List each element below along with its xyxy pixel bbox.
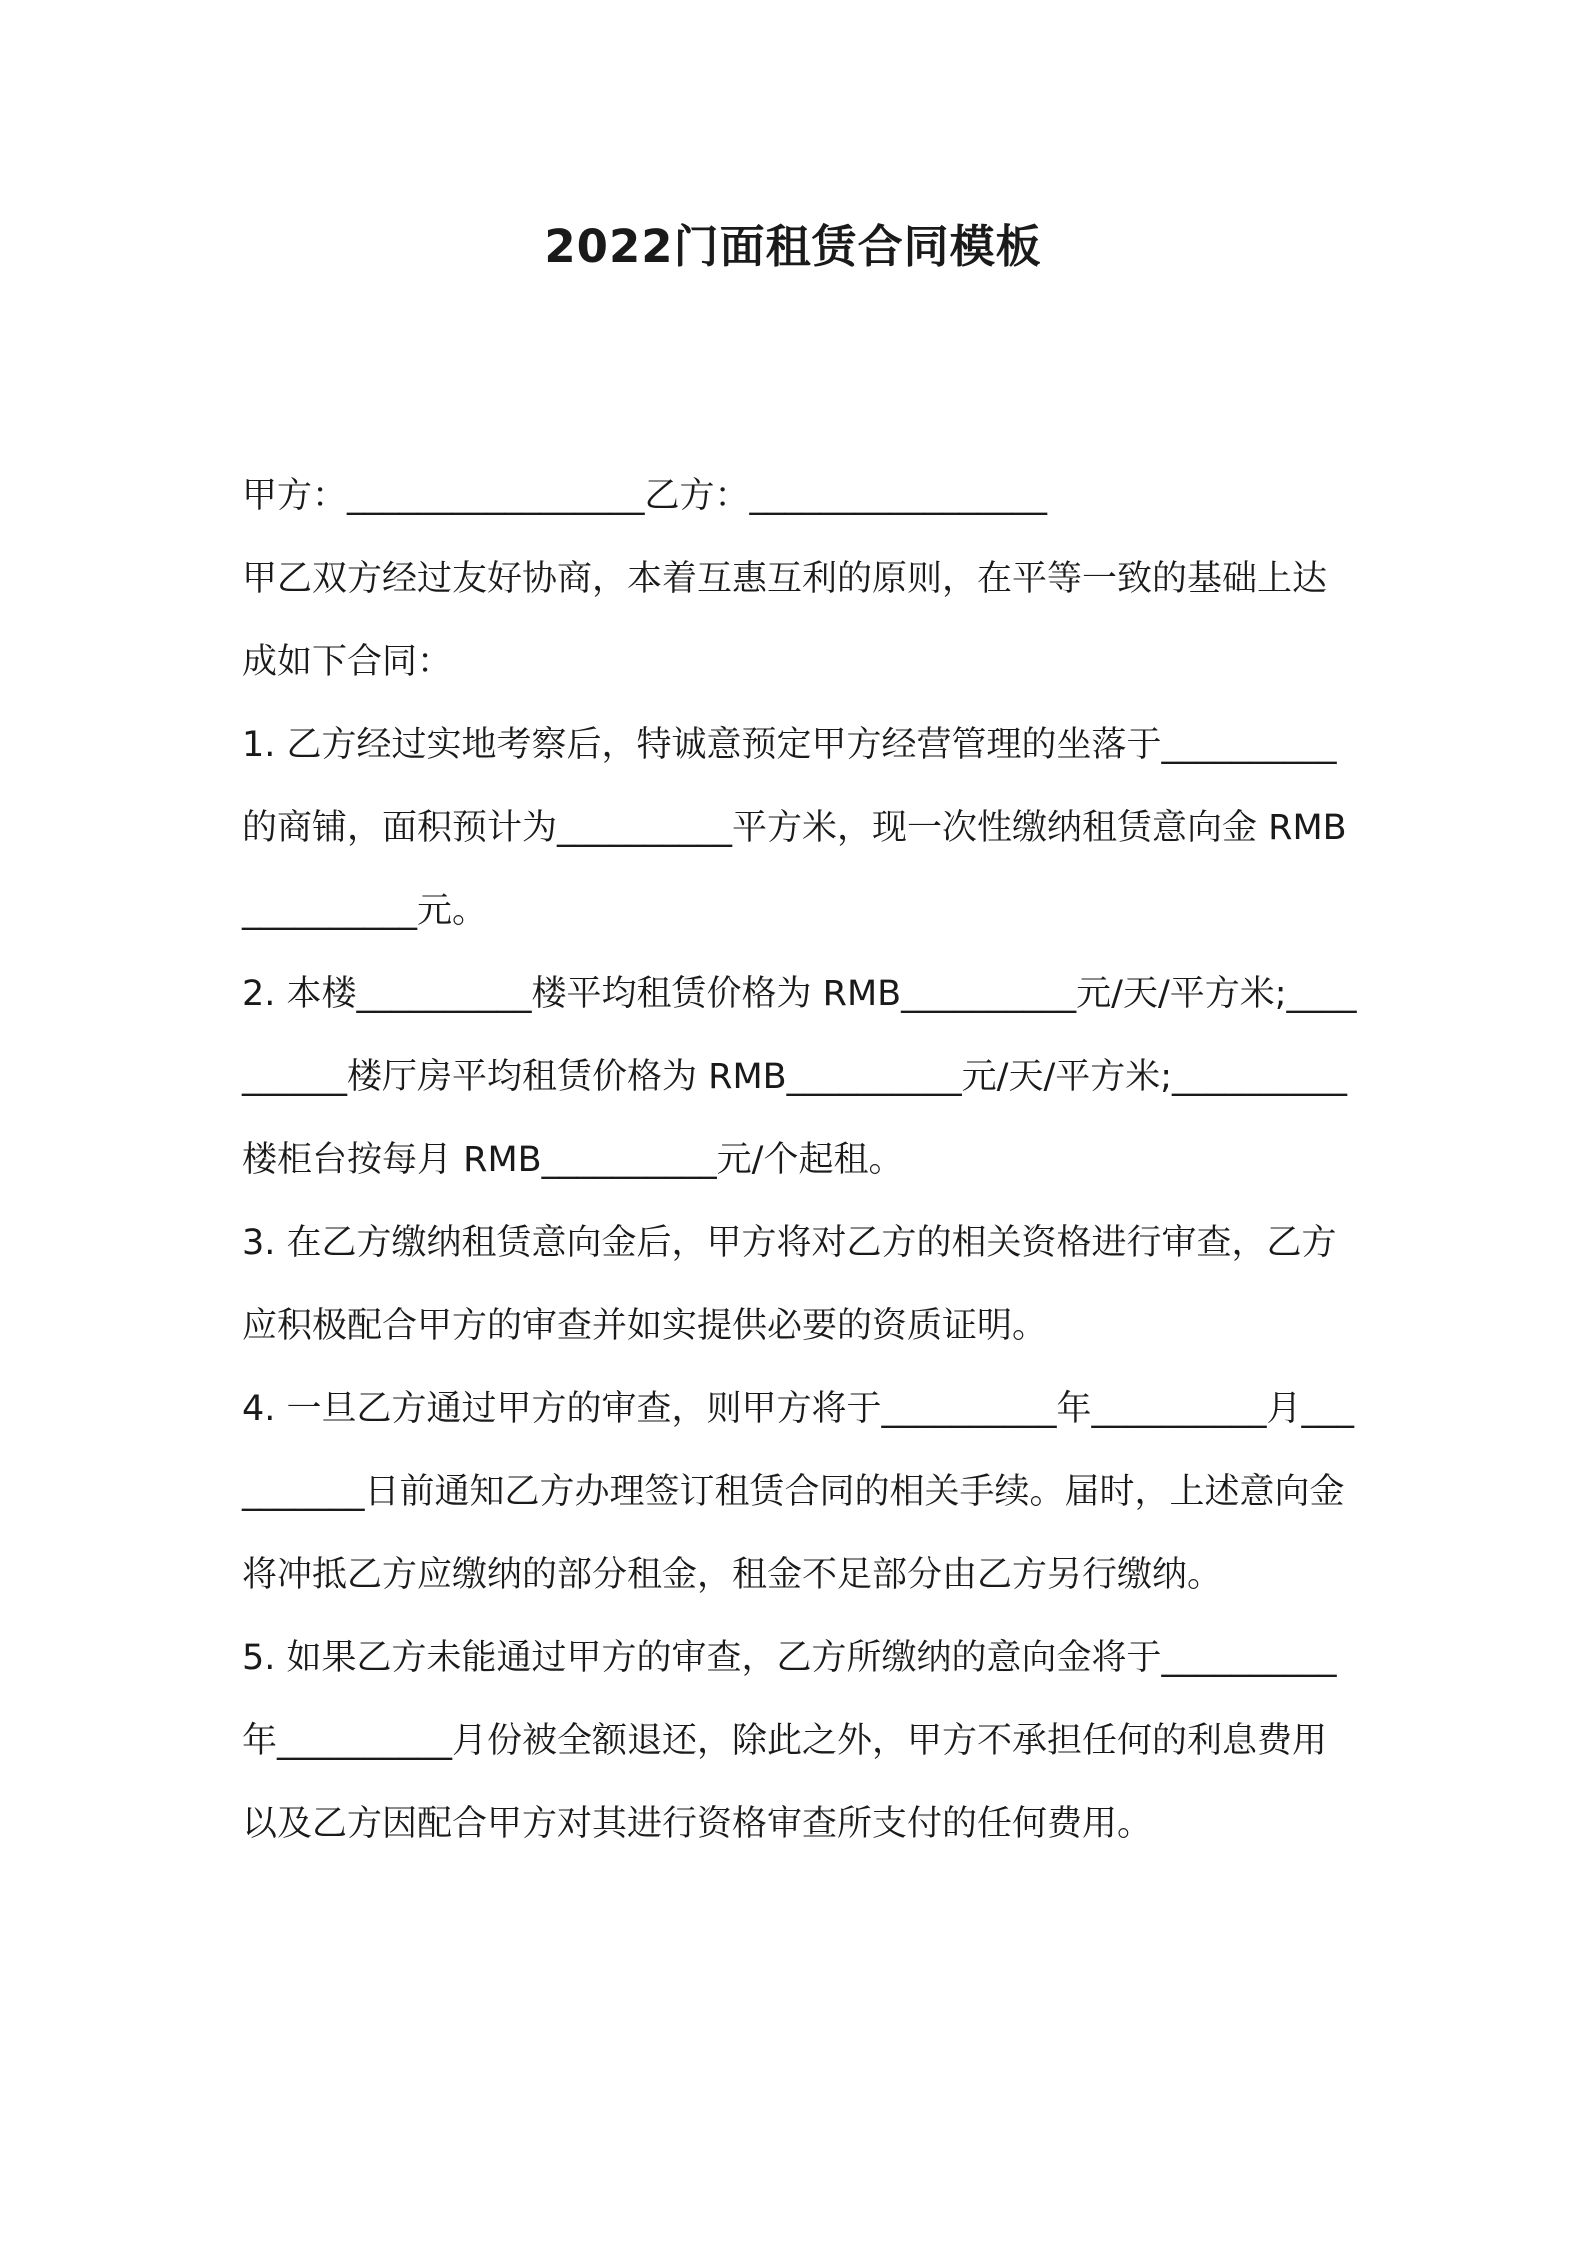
clause-3: 3. 在乙方缴纳租赁意向金后，甲方将对乙方的相关资格进行审查，乙方应积极配合甲方的审查并如实提供必要的资质证明。 [242,1223,1337,1346]
document-body [242,455,1357,1866]
clause-1: 1. 乙方经过实地考察后，特诚意预定甲方经营管理的坐落于__________的商铺，面积预计为__________平方米，现一次性缴纳租赁意向金 RMB__________元。 [242,725,1347,931]
parties-line: 甲方：_________________乙方：_________________ [242,476,1048,516]
paragraph-intro: 甲乙双方经过友好协商，本着互惠互利的原则，在平等一致的基础上达成如下合同： [242,559,1328,682]
clause-4: 4. 一旦乙方通过甲方的审查，则甲方将于__________年__________月__________日前通知乙方办理签订租赁合同的相关手续。届时，上述意向金将冲抵乙方应缴纳的部分租金，租金不足部分由乙方另行缴纳。 [242,1389,1355,1595]
clause-5: 5. 如果乙方未能通过甲方的审查，乙方所缴纳的意向金将于__________年__________月份被全额退还，除此之外，甲方不承担任何的利息费用以及乙方因配合甲方对其进行资格审查所支付的任何费用。 [242,1638,1337,1844]
document-title: 2022门面租赁合同模板 [544,220,1042,273]
clause-2: 2. 本楼__________楼平均租赁价格为 RMB__________元/天/平方米;__________楼厅房平均租赁价格为 RMB__________元/天/平方米;__________楼柜台按每月 RMB__________元/个起租。 [242,974,1357,1180]
